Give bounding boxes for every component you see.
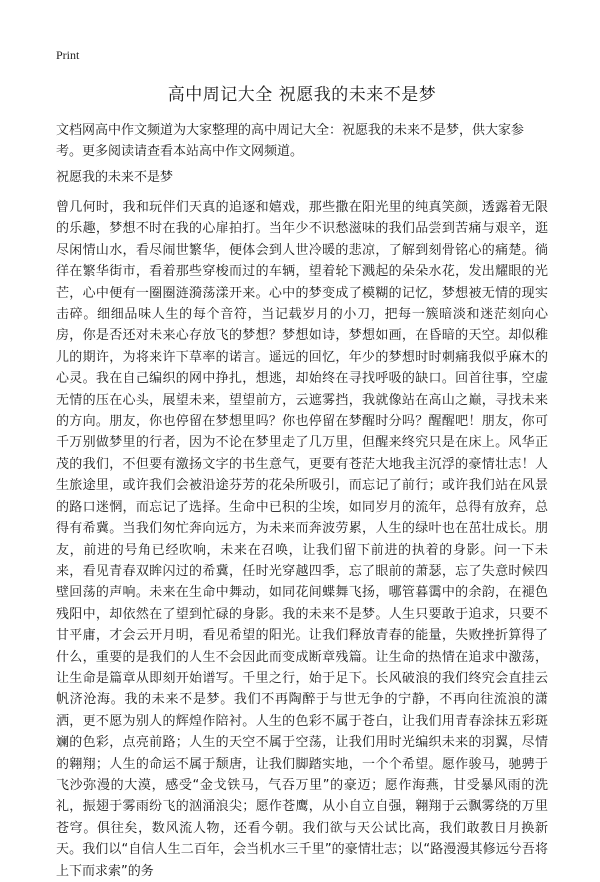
article-subtitle: 祝愿我的未来不是梦 xyxy=(56,170,174,185)
intro-paragraph: 文档网高中作文频道为大家整理的高中周记大全：祝愿我的未来不是梦，供大家参考。更多阅读请查看本站高中作文网频道。 xyxy=(56,123,525,159)
article-body: 曾几何时，我和玩伴们天真的追逐和嬉戏，那些撒在阳光里的纯真笑颜，透露着无限的乐趣，梦想不时在我的心扉拍打。当年少不识愁滋味的我们品尝到苦痛与艰辛，逛尽闲情山水，看尽闹世繁华，便体会到人世冷暖的悲凉，了解到刻骨铭心的痛楚。徜徉在繁华街市，看着那些穿梭而过的车辆，望着轮下溅起的朵朵水花，发出耀眼的光芒，心中便有一圈圈涟漪荡漾开来。心中的梦变成了模糊的记忆，梦想被无情的现实击碎。细细品味人生的每个音符，当记载岁月的小刀，把每一簇暗淡和迷茫刻向心房，你是否还对未来心存放飞的梦想？梦想如诗，梦想如画，在昏暗的天空。却似稚儿的期许，为将来许下草率的诺言。遥远的回忆，年少的梦想时时刺痛我似乎麻木的心灵。我在自己编织的网中挣扎，想逃，却始终在寻找呼吸的缺口。回首往事，空虚无情的压在心头，展望未来，望望前方，云遮雾挡，我就像站在高山之巅，寻找未来的方向。朋友，你也停留在梦想里吗？你也停留在梦醒时分吗？醒醒吧！朋友，你可千万别做梦里的行者，因为不论在梦里走了几万里，但醒来终究只是在床上。风华正茂的我们，不但要有激扬文字的书生意气，更要有苍茫大地我主沉浮的豪情壮志！人生旅途里，或许我们会被沿途芬芳的花朵所吸引，而忘记了前行；或许我们站在风景的路口迷惘，而忘记了选择。生命中已积的尘埃，如同岁月的流年，总得有放弃，总得有希冀。当我们匆忙奔向远方，为未来而奔波劳累，人生的绿叶也在茁壮成长。朋友，前进的号角已经吹响，未来在召唤，让我们留下前进的执着的身影。问一下未来，看见青春双眸闪过的希冀，任时光穿越四季，忘了眼前的萧瑟，忘了失意时候四壁回荡的声响。未来在生命中舞动，如同花间蝶舞飞扬，哪管暮霭中的余韵，在褪色残阳中，却依然在了望到忙碌的身影。我的未来不是梦。人生只要敢于追求，只要不甘平庸，才会云开月明，看见希望的阳光。让我们释放青春的能量，失败挫折算得了什么，重要的是我们的人生不会因此而变成断章残篇。让生命的热情在追求中激荡，让生命是篇章从即刻开始谱写。千里之行，始于足下。长风破浪的我们终究会直挂云帆济沧海。我的未来不是梦。我们不再陶醉于与世无争的宁静，不再向往流浪的潇洒，更不愿为别人的辉煌作陪衬。人生的色彩不属于苍白，让我们用青春涂抹五彩斑斓的色彩，点亮前路；人生的天空不属于空荡，让我们用时光编织未来的羽翼，尽情的翱翔；人生的命运不属于颓唐，让我们脚踏实地，一个个希望。愿作骏马，驰骋于飞沙弥漫的大漠，感受“金戈铁马，气吞万里”的豪迈；愿作海燕，甘受暴风雨的洗礼，振翅于雾雨纷飞的汹涌浪尖；愿作苍鹰，从小自立自强，翱翔于云飘雾绕的万里苍穹。俱往矣，数风流人物，还看今朝。我们欲与天公试比高，我们敢教日月换新天。我们以“自信人生二百年，会当机水三千里”的豪情壮志；以“路漫漫其修远兮吾将上下而求索”的务 xyxy=(56,200,548,879)
page-title: 高中周记大全 祝愿我的未来不是梦 xyxy=(167,85,437,105)
print-link[interactable]: Print xyxy=(56,48,80,62)
